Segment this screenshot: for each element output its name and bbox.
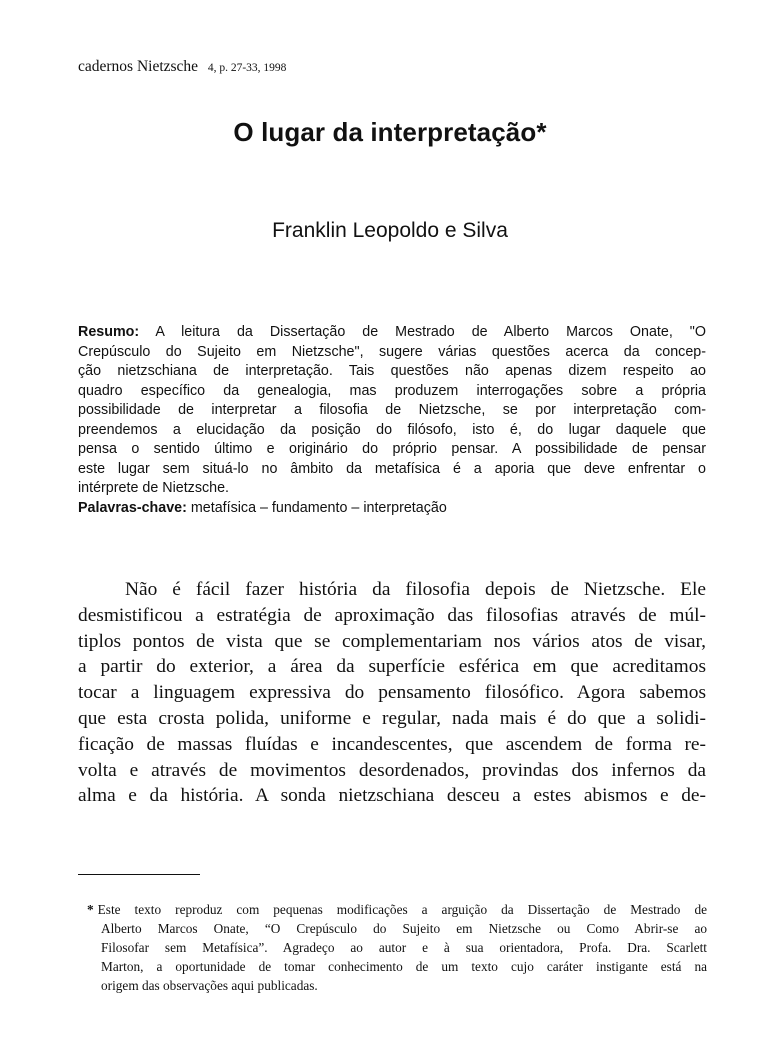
abstract-line: preendemos a elucidação da posição do filósofo, isto é, do lugar daquele que: [78, 421, 706, 438]
body-line: tocar a linguagem expressiva do pensamento filosófico. Agora sabemos: [78, 682, 706, 704]
abstract-line: intérprete de Nietzsche.: [78, 480, 229, 496]
footnote-line: Filosofar sem Metafísica”. Agradeço ao autor e à sua orientadora, Profa. Dra. Scarlett: [101, 940, 707, 956]
footnote-line: Marton, a oportunidade de tomar conhecimento de um texto cujo caráter instigante está na: [101, 959, 707, 975]
body-line: desmistificou a estratégia de aproximação das filosofias através de múl-: [78, 604, 706, 626]
keywords-line: [78, 499, 706, 519]
abstract-line: Crepúsculo do Sujeito em Nietzsche", sugere várias questões acerca da concep-: [78, 343, 706, 360]
body-line: alma e da história. A sonda nietzschiana desceu a estes abismos e de-: [78, 785, 706, 807]
footnote-marker: *: [87, 902, 94, 917]
body-line: tiplos pontos de vista que se complementariam nos vários atos de visar,: [78, 630, 706, 652]
abstract-text: A leitura da Dissertação de Mestrado de Alberto Marcos Onate, "O: [155, 324, 706, 340]
footnote: [87, 900, 707, 995]
footnote-line: origem das observações aqui publicadas.: [101, 978, 318, 994]
abstract-label: Resumo:: [78, 324, 140, 340]
abstract-line: ção nietzschiana de interpretação. Tais questões não apenas dizem respeito ao: [78, 363, 706, 379]
body-line: que esta crosta polida, uniforme e regular, nada mais é do que a solidi-: [78, 707, 706, 729]
abstract-line: este lugar sem situá-lo no âmbito da metafísica é a aporia que deve enfrentar o: [78, 460, 706, 477]
abstract-line: quadro específico da genealogia, mas produzem interrogações sobre a própria: [78, 382, 706, 399]
body-text: [78, 577, 706, 809]
abstract-line: possibilidade de interpretar a filosofia de Nietzsche, se por interpretação com-: [78, 402, 706, 418]
footnote-line: Alberto Marcos Onate, “O Crepúsculo do Sujeito em Nietzsche ou Como Abrir-se ao: [101, 921, 707, 937]
article-title: O lugar da interpretação*: [233, 117, 547, 147]
issue-reference: 4, p. 27-33, 1998: [207, 62, 287, 74]
body-line: volta e através de movimentos desordenados, provindas dos infernos da: [78, 759, 706, 781]
article-author: Franklin Leopoldo e Silva: [272, 219, 508, 242]
abstract-line: [78, 323, 706, 343]
keywords-label: Palavras-chave:: [78, 499, 187, 516]
body-line: a partir do exterior, a área da superfície esférica em que acreditamos: [78, 656, 706, 678]
footnote-text: Este texto reproduz com pequenas modificações a arguição da Dissertação de Mestrado de: [97, 902, 707, 917]
abstract-line: pensa o sentido último e originário do próprio pensar. A possibilidade de pensar: [78, 441, 706, 457]
journal-name: cadernos Nietzsche: [78, 58, 199, 75]
footnote-line: [87, 900, 707, 919]
running-header: [78, 58, 286, 76]
body-line: Não é fácil fazer história da filosofia depois de Nietzsche. Ele: [125, 579, 706, 600]
keywords: metafísica – fundamento – interpretação: [190, 499, 447, 516]
body-line: ficação de massas fluídas e incandescentes, que ascendem de forma re-: [78, 733, 706, 755]
abstract: [78, 323, 706, 518]
footnote-separator: [78, 874, 200, 875]
